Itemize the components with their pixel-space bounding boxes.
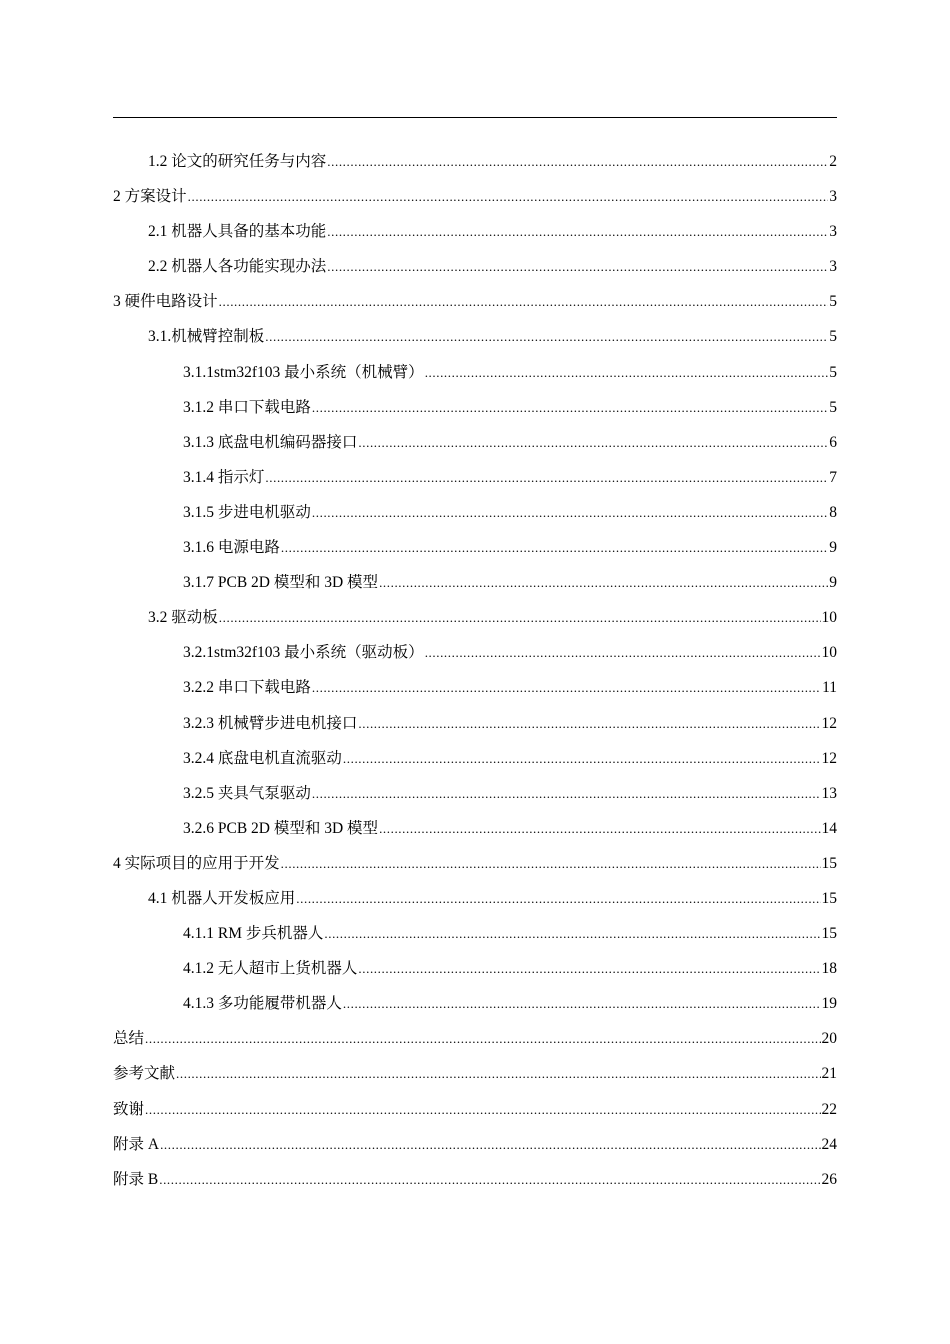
toc-entry[interactable] (113, 249, 837, 284)
toc-entry-page: 15 (821, 925, 837, 943)
toc-entry[interactable] (113, 530, 837, 565)
toc-dot-leader (312, 390, 828, 425)
toc-entry[interactable] (113, 1162, 837, 1197)
toc-dot-leader (358, 425, 828, 460)
toc-entry-title: 2.1 机器人具备的基本功能 (148, 223, 327, 241)
toc-entry-page: 12 (821, 749, 837, 767)
toc-entry-title: 3.2.1stm32f103 最小系统（驱动板） (183, 644, 424, 662)
toc-entry-page: 13 (821, 784, 837, 802)
toc-entry-page: 5 (829, 328, 837, 346)
toc-dot-leader (358, 951, 820, 986)
toc-dot-leader (145, 1092, 820, 1127)
toc-entry-page: 8 (829, 503, 837, 521)
toc-entry-title: 3.1.5 步进电机驱动 (183, 503, 311, 521)
toc-entry-title: 4.1.1 RM 步兵机器人 (183, 925, 324, 943)
toc-dot-leader (379, 811, 820, 846)
toc-dot-leader (160, 1127, 820, 1162)
toc-entry[interactable] (113, 495, 837, 530)
toc-entry-title: 4 实际项目的应用于开发 (113, 854, 280, 872)
toc-entry-title: 3.2.2 串口下载电路 (183, 679, 311, 697)
toc-dot-leader (281, 846, 821, 881)
toc-entry[interactable] (113, 179, 837, 214)
toc-entry[interactable] (113, 600, 837, 635)
toc-entry[interactable] (113, 214, 837, 249)
toc-entry-title: 3.2.6 PCB 2D 模型和 3D 模型 (183, 819, 379, 837)
toc-dot-leader (188, 179, 829, 214)
toc-entry-page: 5 (829, 363, 837, 381)
toc-entry-title: 附录 A (113, 1135, 160, 1153)
toc-dot-leader (176, 1056, 820, 1091)
toc-entry-title: 3.2.4 底盘电机直流驱动 (183, 749, 342, 767)
toc-entry-page: 10 (821, 644, 837, 662)
toc-entry-title: 3.1.1stm32f103 最小系统（机械臂） (183, 363, 424, 381)
toc-entry-page: 6 (829, 433, 837, 451)
header-rule (113, 117, 837, 118)
toc-dot-leader (159, 1162, 820, 1197)
toc-entry-title: 1.2 论文的研究任务与内容 (148, 153, 327, 170)
toc-dot-leader (379, 565, 828, 600)
toc-dot-leader (358, 706, 820, 741)
toc-dot-leader (281, 530, 828, 565)
toc-entry-page: 19 (821, 995, 837, 1013)
toc-dot-leader (327, 214, 828, 249)
toc-entry[interactable] (113, 706, 837, 741)
toc-entry[interactable] (113, 1127, 837, 1162)
toc-entry[interactable] (113, 1056, 837, 1091)
toc-entry[interactable] (113, 916, 837, 951)
toc-entry-page: 2 (829, 153, 837, 170)
toc-entry-page: 22 (821, 1100, 837, 1118)
toc-dot-leader (145, 1021, 820, 1056)
toc-entry-page: 5 (829, 398, 837, 416)
toc-entry-title: 3.1.2 串口下载电路 (183, 398, 311, 416)
toc-entry[interactable] (113, 776, 837, 811)
toc-entry-page: 24 (821, 1135, 837, 1153)
toc-entry-page: 3 (829, 223, 837, 241)
toc-entry-page: 7 (829, 468, 837, 486)
toc-dot-leader (327, 144, 828, 179)
toc-entry[interactable] (113, 284, 837, 319)
toc-entry[interactable] (113, 635, 837, 670)
toc-entry-title: 3.1.6 电源电路 (183, 539, 280, 557)
toc-entry-page: 14 (821, 819, 837, 837)
toc-entry[interactable] (113, 144, 837, 179)
toc-entry-title: 4.1.2 无人超市上货机器人 (183, 960, 358, 978)
toc-entry-page: 20 (821, 1030, 837, 1048)
toc-entry-page: 15 (821, 889, 837, 907)
toc-entry-page: 9 (829, 539, 837, 557)
toc-dot-leader (327, 249, 828, 284)
toc-entry-page: 12 (821, 714, 837, 732)
toc-entry-page: 10 (821, 609, 837, 627)
toc-entry[interactable] (113, 670, 837, 705)
toc-entry-title: 2 方案设计 (113, 188, 187, 206)
toc-entry-title: 总结 (113, 1030, 145, 1048)
toc-entry-title: 4.1.3 多功能履带机器人 (183, 995, 342, 1013)
toc-entry[interactable] (113, 425, 837, 460)
toc-entry-title: 3.1.机械臂控制板 (148, 328, 265, 346)
toc-entry[interactable] (113, 986, 837, 1021)
toc-entry-page: 15 (821, 854, 837, 872)
toc-entry[interactable] (113, 319, 837, 354)
toc-dot-leader (265, 460, 828, 495)
toc-entry-title: 参考文献 (113, 1065, 176, 1083)
toc-dot-leader (312, 495, 828, 530)
toc-entry[interactable] (113, 1092, 837, 1127)
toc-entry[interactable] (113, 741, 837, 776)
toc-entry[interactable] (113, 1021, 837, 1056)
toc-entry-title: 3.1.7 PCB 2D 模型和 3D 模型 (183, 574, 379, 592)
toc-entry-page: 21 (821, 1065, 837, 1083)
toc-dot-leader (296, 881, 820, 916)
toc-entry-title: 3.2 驱动板 (148, 609, 218, 627)
toc-dot-leader (425, 635, 821, 670)
toc-entry-title: 4.1 机器人开发板应用 (148, 889, 296, 907)
toc-entry-title: 3.2.5 夹具气泵驱动 (183, 784, 311, 802)
toc-entry-page: 18 (821, 960, 837, 978)
toc-entry-title: 2.2 机器人各功能实现办法 (148, 258, 327, 276)
toc-entry-title: 3.2.3 机械臂步进电机接口 (183, 714, 358, 732)
toc-entry-title: 附录 B (113, 1170, 159, 1188)
toc-entry[interactable] (113, 881, 837, 916)
toc-dot-leader (343, 741, 821, 776)
toc-dot-leader (265, 319, 828, 354)
toc-entry-title: 致谢 (113, 1100, 145, 1118)
toc-entry-title: 3.1.4 指示灯 (183, 468, 265, 486)
toc-entry[interactable] (113, 565, 837, 600)
toc-entry-page: 9 (829, 574, 837, 592)
toc-entry[interactable] (113, 390, 837, 425)
toc-entry[interactable] (113, 355, 837, 390)
toc-entry-page: 11 (822, 679, 837, 697)
toc-entry-title: 3 硬件电路设计 (113, 293, 218, 311)
toc-dot-leader (312, 776, 821, 811)
toc-entry-page: 3 (829, 258, 837, 276)
toc-dot-leader (312, 670, 821, 705)
toc-dot-leader (425, 355, 829, 390)
toc-entry-page: 5 (829, 293, 837, 311)
toc-entry-title: 3.1.3 底盘电机编码器接口 (183, 433, 358, 451)
toc-entry[interactable] (113, 951, 837, 986)
toc-entry-page: 26 (821, 1170, 837, 1188)
toc-dot-leader (343, 986, 821, 1021)
table-of-contents (113, 144, 837, 1197)
toc-entry-page: 3 (829, 188, 837, 206)
toc-entry[interactable] (113, 846, 837, 881)
toc-entry[interactable] (113, 460, 837, 495)
toc-dot-leader (324, 916, 820, 951)
toc-dot-leader (219, 284, 829, 319)
toc-entry[interactable] (113, 811, 837, 846)
toc-dot-leader (219, 600, 821, 635)
